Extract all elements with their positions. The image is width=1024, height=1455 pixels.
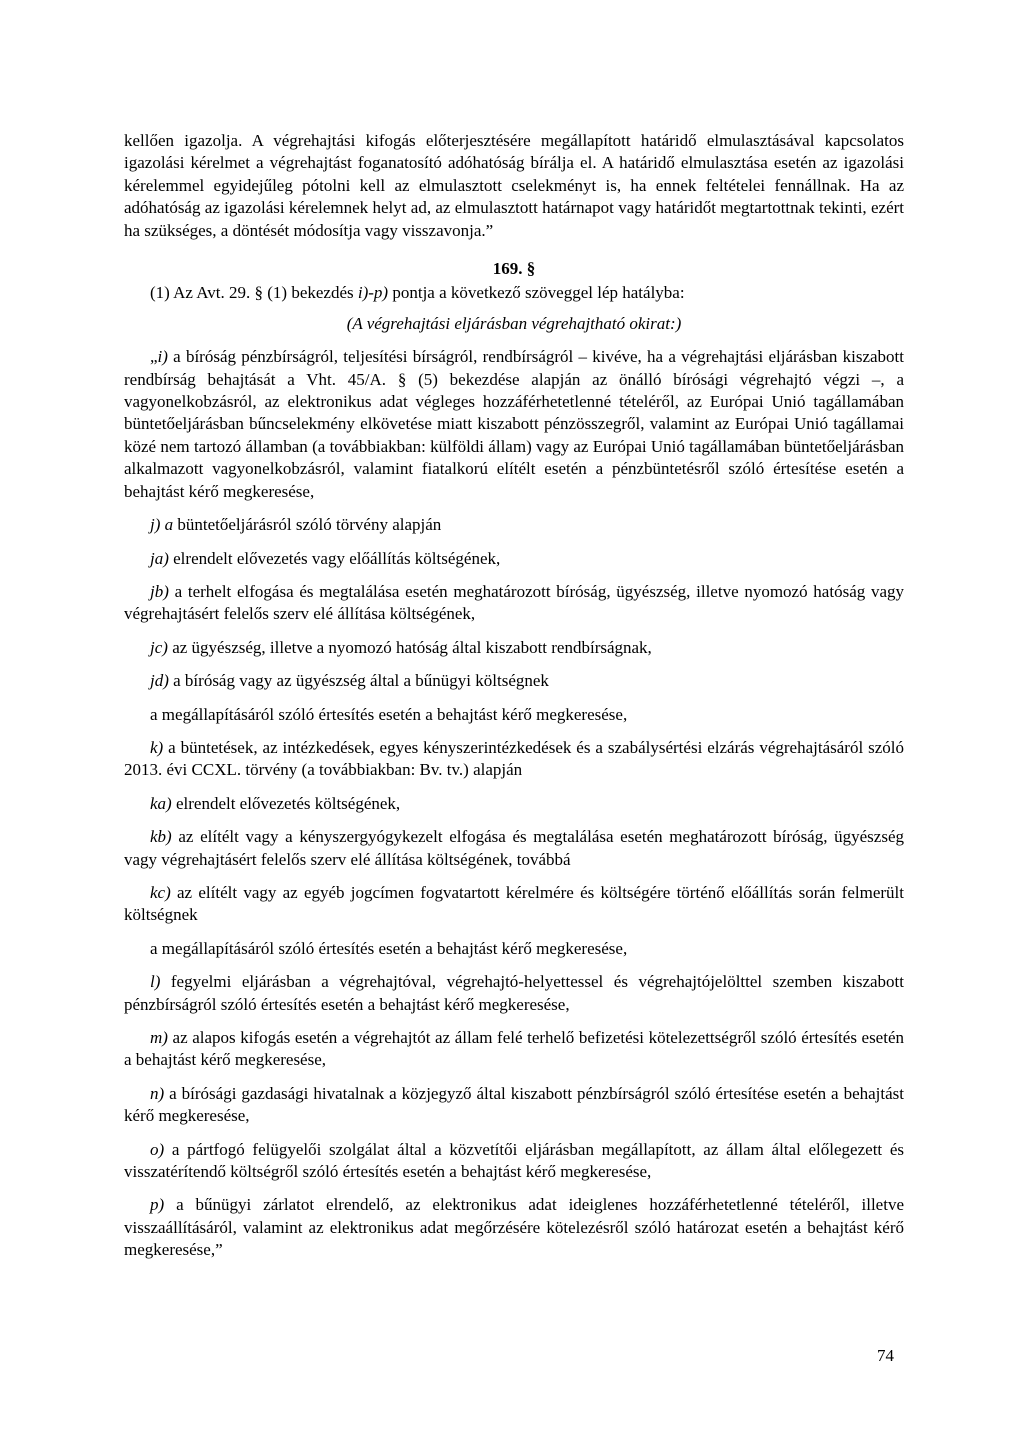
point-label: o) bbox=[150, 1139, 165, 1159]
point-text: az alapos kifogás esetén a végrehajtót az állam felé terhelő befizetési kötelezettségről szóló értesítés esetén a behajtást kérő megkeresése, bbox=[124, 1028, 904, 1070]
point-jc bbox=[124, 637, 904, 659]
point-ka bbox=[124, 793, 904, 815]
point-l bbox=[124, 971, 904, 1016]
point-label: m) bbox=[150, 1028, 168, 1047]
point-j-closing: a megállapításáról szóló értesítés esetén a behajtást kérő megkeresése, bbox=[150, 704, 628, 724]
point-label: ja) bbox=[150, 548, 169, 568]
amendment-intro bbox=[124, 282, 904, 304]
page-number: 74 bbox=[877, 1346, 894, 1365]
point-label: i) bbox=[157, 347, 168, 367]
point-i bbox=[124, 346, 904, 503]
point-text: a terhelt elfogása és megtalálása esetén meghatározott bíróság, ügyészség, illetve nyomozó hatóság vagy végrehajtásért felelős szerv elé állítása költségének, bbox=[124, 581, 904, 624]
point-label: kc) bbox=[150, 882, 171, 902]
point-label: jb) bbox=[150, 581, 169, 601]
point-o bbox=[124, 1139, 904, 1184]
point-text: az elítélt vagy az egyéb jogcímen fogvatartott kérelmére és költségére történő előállítás során felmerült költségnek bbox=[124, 882, 904, 925]
point-text: az ügyészség, illetve a nyomozó hatóság által kiszabott rendbírságnak, bbox=[167, 637, 652, 657]
point-label: p) bbox=[150, 1195, 165, 1215]
point-text: fegyelmi eljárásban a végrehajtóval, végrehajtó-helyettessel és végrehajtójelölttel szemben kiszabott pénzbírságról szóló értesítés esetén a behajtást kérő megkeresése, bbox=[124, 972, 904, 1014]
point-m bbox=[124, 1027, 904, 1072]
section-heading: 169. § bbox=[492, 259, 536, 279]
point-label: j) a bbox=[150, 515, 174, 535]
point-text: büntetőeljárásról szóló törvény alapján bbox=[173, 515, 442, 535]
point-kb bbox=[124, 826, 904, 871]
amendment-intro-text: (1) Az Avt. 29. § (1) bekezdés bbox=[150, 283, 358, 303]
point-ja bbox=[124, 548, 904, 570]
point-label: ka) bbox=[150, 793, 172, 813]
point-label: k) bbox=[150, 737, 164, 757]
point-label: n) bbox=[150, 1083, 165, 1103]
point-text: elrendelt elővezetés költségének, bbox=[171, 793, 401, 813]
point-label: l) bbox=[150, 972, 161, 992]
point-label: jc) bbox=[150, 637, 168, 657]
point-label: kb) bbox=[150, 827, 172, 847]
point-text: a bűnügyi zárlatot elrendelő, az elektronikus adat ideiglenes hozzáférhetetlenné tételéről, illetve visszaállításáról, valamint az elektronikus adat megőrzésére kötelezésről szóló határozat esetén a behajtást kérő megkeresése,” bbox=[124, 1195, 904, 1260]
point-text: a büntetések, az intézkedések, egyes kényszerintézkedések és a szabálysértési elzárás végrehajtásáról szóló 2013. évi CCXL. törvény (a továbbiakban: Bv. tv.) alapján bbox=[124, 737, 904, 780]
point-text: elrendelt elővezetés vagy előállítás költségének, bbox=[168, 548, 501, 568]
point-text: a bírósági gazdasági hivatalnak a közjegyző által kiszabott pénzbírságról szóló értesítése esetén a behajtást kérő megkeresése, bbox=[124, 1083, 904, 1126]
point-label: jd) bbox=[150, 671, 169, 691]
point-text: a pártfogó felügyelői szolgálat által a közvetítői eljárásban megállapított, az állam által előlegezett és visszatérítendő költségről szóló értesítés esetén a behajtást kérő megkeresése, bbox=[124, 1139, 904, 1182]
point-n bbox=[124, 1083, 904, 1128]
page-body bbox=[124, 130, 904, 1262]
continued-paragraph: kellően igazolja. A végrehajtási kifogás előterjesztésére megállapított határidő elmulasztásával kapcsolatos igazolási kérelmet a végrehajtást foganatosító adóhatóság bírálja el. A határidő elmulasztása esetén az igazolási kérelemmel egyidejűleg pótolni kell az elmulasztott cselekményt is, ha ennek feltételei fennállnak. Ha az adóhatóság az igazolási kérelemnek helyt ad, az elmulasztott határnapot vagy határidőt megtartottnak tekinti, ezért ha szükséges, a döntését módosítja vagy visszavonja.” bbox=[124, 131, 904, 240]
open-quote: „ bbox=[150, 347, 158, 367]
point-p bbox=[124, 1194, 904, 1261]
amendment-intro-tail: pontja a következő szöveggel lép hatályba: bbox=[388, 283, 685, 303]
point-text: a bíróság pénzbírságról, teljesítési bírságról, rendbírságról – kivéve, ha a végrehajtási eljárásban kiszabott rendbírság behajtását a Vht. 45/A. § (5) bekezdése alapján az önálló bírósági végrehajtó végzi –, a vagyonelkobzásról, az elektronikus adat végleges hozzáférhetetlenné tételéről, az Európai Unió tagállamában büntetőeljárásban bűncselekmény elkövetése miatt kiszabott pénzösszegről, valamint az Európai Unió tagállamai közé nem tartozó államban (a továbbiakban: külföldi állam) vagy az Európai Unió tagállamában büntetőeljárásban alkalmazott vagyonelkobzásról, valamint fiatalkorú elítélt esetén a pénzbüntetésről szóló értesítése esetén a behajtást kérő megkeresése, bbox=[124, 347, 904, 501]
point-kc bbox=[124, 882, 904, 927]
point-text: az elítélt vagy a kényszergyógykezelt elfogása és megtalálása esetén meghatározott bíróság, ügyészség vagy végrehajtásért felelős szerv elé állítása költségének, továbbá bbox=[124, 827, 904, 869]
point-jd bbox=[124, 670, 904, 692]
italic-context-heading: (A végrehajtási eljárásban végrehajtható okirat:) bbox=[346, 313, 682, 333]
point-j bbox=[124, 514, 904, 536]
point-text: a bíróság vagy az ügyészség által a bűnügyi költségnek bbox=[168, 671, 549, 691]
amended-points-label: i)-p) bbox=[357, 283, 389, 303]
point-k bbox=[124, 737, 904, 782]
point-k-closing: a megállapításáról szóló értesítés esetén a behajtást kérő megkeresése, bbox=[150, 938, 628, 958]
point-jb bbox=[124, 581, 904, 626]
